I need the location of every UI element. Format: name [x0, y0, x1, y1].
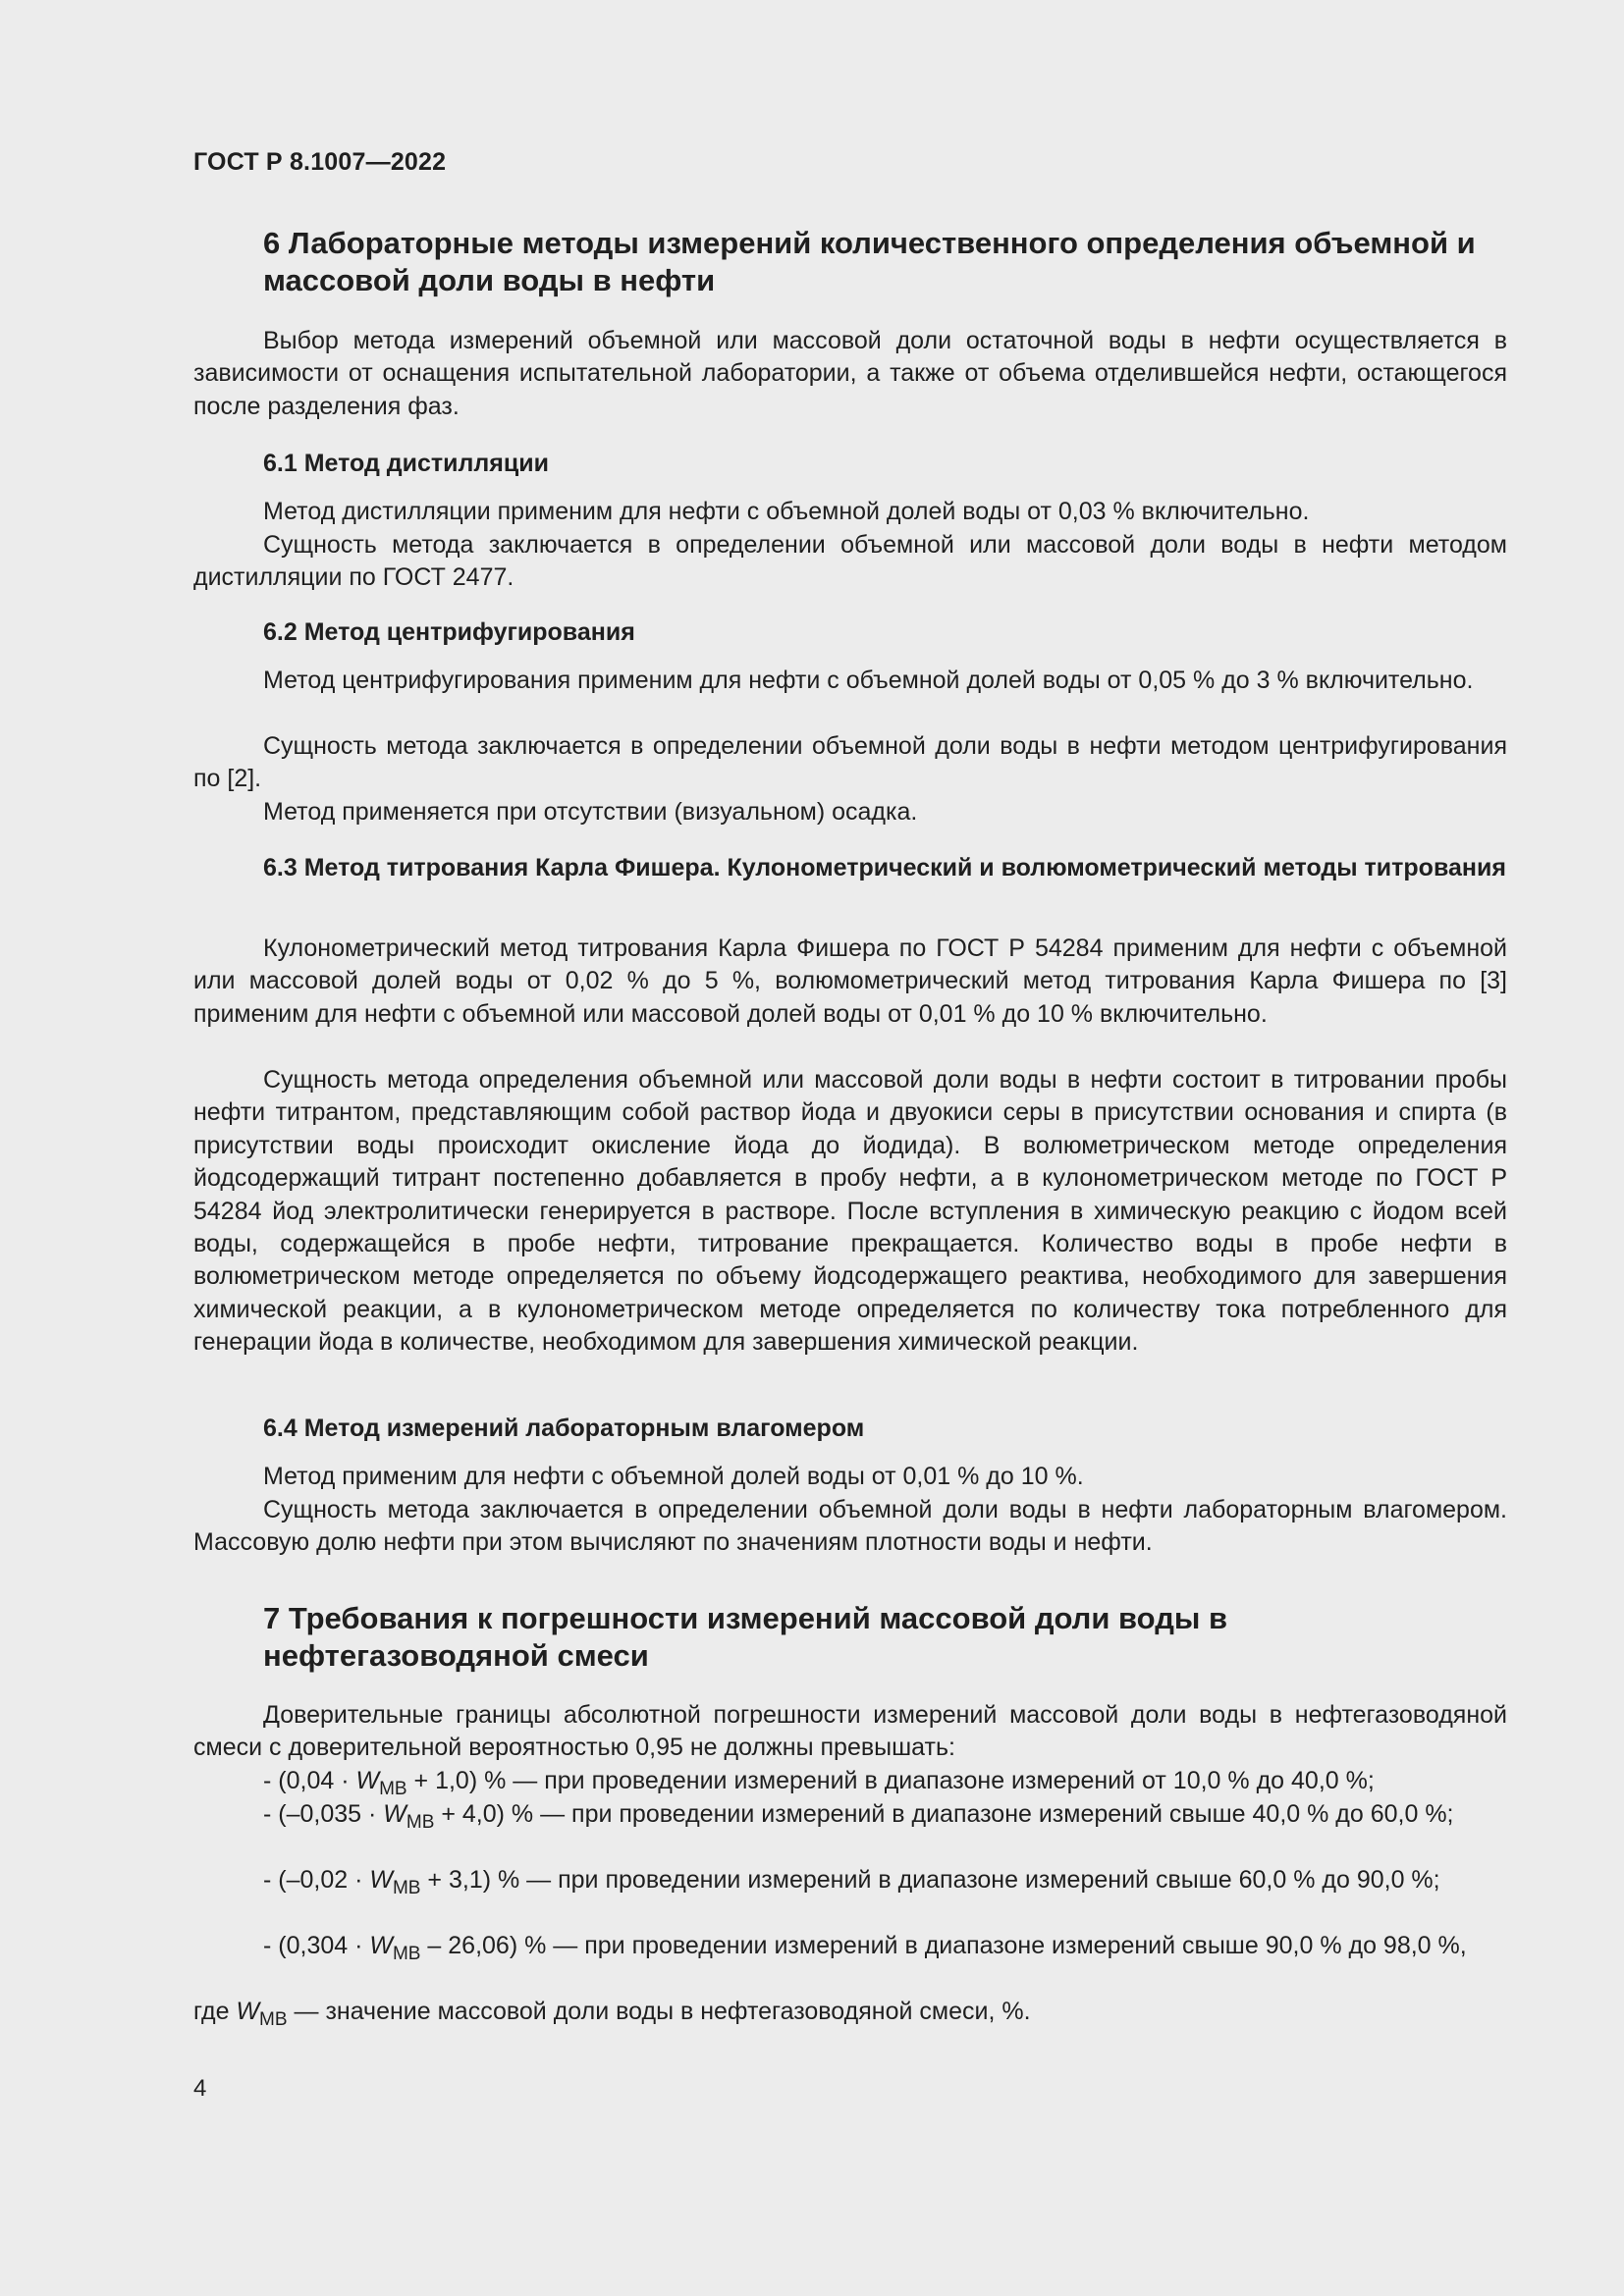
section-6-4-paragraph-2: Сущность метода заключается в определении объемной доли воды в нефти лабораторным влагомером. Массовую долю нефти при этом вычисляют по значениям плотности воды и нефти. [193, 1496, 1507, 1557]
section-6-3-title: 6.3 Метод титрования Карла Фишера. Кулонометрический и волюмометрический методы титрования [263, 854, 1506, 881]
formula-item-1: - $(0,04 \cdot W_{МВ} + 1,0)$ % — при проведении измерений в диапазоне измерений от 10,0 % до 40,0 %; [263, 1767, 1375, 1799]
formula-item-3: - $(-0,02 \cdot W_{МВ} + 3,1)$ % — при проведении измерений в диапазоне измерений свыше 60,0 % до 90,0 %; [263, 1866, 1440, 1898]
section-6-intro: Выбор метода измерений объемной или массовой доли остаточной воды в нефти осуществляется в зависимости от оснащения испытательной лаборатории, а также от объема отделившейся нефти, остающегося после разделения фаз. [193, 327, 1507, 420]
section-7-intro: Доверительные границы абсолютной погрешности измерений массовой доли воды в нефтегазоводяной смеси с доверительной вероятностью 0,95 не должны превышать: [193, 1701, 1507, 1762]
section-6-1-paragraph-1: Метод дистилляции применим для нефти с объемной долей воды от 0,03 % включительно. [263, 498, 1310, 525]
symbol-definition: где $W_{МВ}$ — значение массовой доли воды в нефтегазоводяной смеси, %. [193, 1998, 1031, 2030]
section-6-3-paragraph-2: Сущность метода определения объемной или массовой доли воды в нефти состоит в титровании пробы нефти титрантом, представляющим собой раствор йода и двуокиси серы в присутствии основания и спирта (в присутствии воды происходит окисление йода до йодида). В волюметрическом методе определения йодсодержащий титрант постепенно добавляется в пробу нефти, а в кулонометрическом методе по ГОСТ Р 54284 йод электролитически генерируется в растворе. После вступления в химическую реакцию с йодом всей воды, содержащейся в пробе нефти, титрование прекращается. Количество воды в пробе нефти в волюметрическом методе определяется по объему йодсодержащего реактива, необходимого для завершения химической реакции, а в кулонометрическом методе определяется по количеству тока потребленного для генерации йода в количестве, необходимом для завершения химической реакции. [193, 1066, 1507, 1357]
formula-item-2: - $(-0,035 \cdot W_{МВ} + 4,0)$ % — при проведении измерений в диапазоне измерений свыше 40,0 % до 60,0 %; [263, 1800, 1454, 1833]
section-6-1-title: 6.1 Метод дистилляции [263, 450, 549, 477]
document-code: ГОСТ Р 8.1007—2022 [193, 148, 447, 176]
section-6-2-paragraph-2: Сущность метода заключается в определении объемной доли воды в нефти методом центрифугирования по [2]. [193, 732, 1507, 793]
section-6-3-paragraph-1: Кулонометрический метод титрования Карла Фишера по ГОСТ Р 54284 применим для нефти с объемной или массовой долей воды от 0,02 % до 5 %, волюмометрический метод титрования Карла Фишера по [3] применим для нефти с объемной или массовой долей воды от 0,01 % до 10 % включительно. [193, 934, 1507, 1028]
section-6-title: 6 Лабораторные методы измерений количественного определения объемной и массовой доли воды в нефти [263, 226, 1476, 297]
section-7-title: 7 Требования к погрешности измерений массовой доли воды в нефтегазоводяной смеси [263, 1601, 1228, 1673]
section-6-2-paragraph-3: Метод применяется при отсутствии (визуальном) осадка. [263, 798, 918, 826]
section-6-1-paragraph-2: Сущность метода заключается в определении объемной или массовой доли воды в нефти методом дистилляции по ГОСТ 2477. [193, 531, 1507, 592]
page-number: 4 [193, 2075, 207, 2102]
formula-item-4: - $(0,304 \cdot W_{МВ} - 26,06)$ % — при проведении измерений в диапазоне измерений свыше 90,0 % до 98,0 %, [263, 1932, 1467, 1964]
section-6-4-paragraph-1: Метод применим для нефти с объемной долей воды от 0,01 % до 10 %. [263, 1463, 1084, 1490]
section-6-2-paragraph-1: Метод центрифугирования применим для нефти с объемной долей воды от 0,05 % до 3 % включительно. [263, 667, 1474, 694]
section-6-4-title: 6.4 Метод измерений лабораторным влагомером [263, 1415, 865, 1442]
section-6-2-title: 6.2 Метод центрифугирования [263, 618, 635, 646]
